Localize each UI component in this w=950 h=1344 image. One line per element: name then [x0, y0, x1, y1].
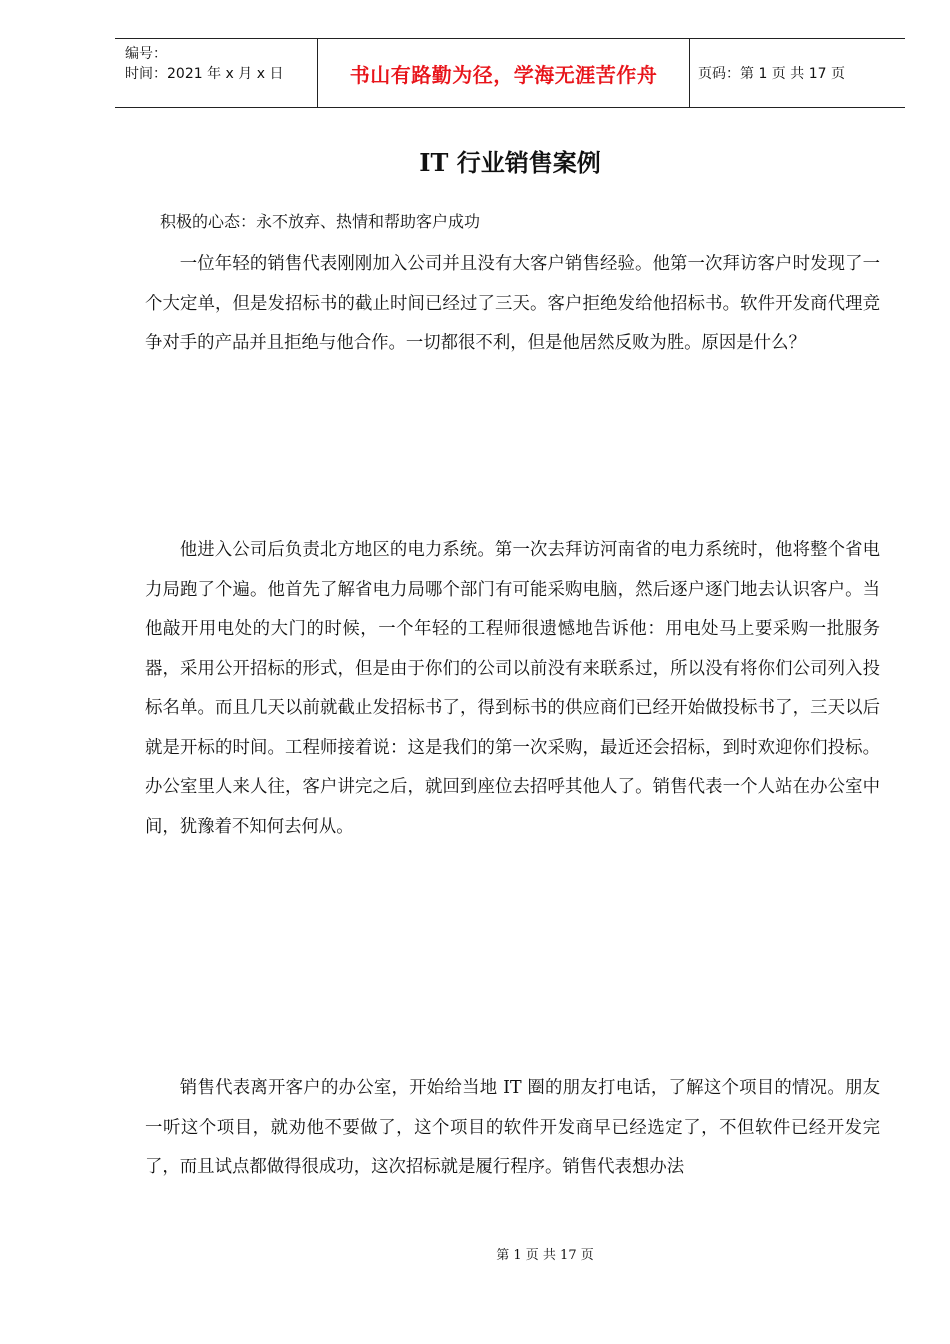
- paragraph: 销售代表离开客户的办公室，开始给当地 IT 圈的朋友打电话，了解这个项目的情况。朋友一听这个项目，就劝他不要做了，这个项目的软件开发商早已经选定了，不但软件已经开发完了，而且试点都做得很成功，这次招标就是履行程序。销售代表想办法: [145, 1078, 880, 1177]
- paragraph: 他进入公司后负责北方地区的电力系统。第一次去拜访河南省的电力系统时，他将整个省电力局跑了个遍。他首先了解省电力局哪个部门有可能采购电脑，然后逐户逐门地去认识客户。当他敲开用电处的大门的时候，一个年轻的工程师很遗憾地告诉他：用电处马上要采购一批服务器，采用公开招标的形式，但是由于你们的公司以前没有来联系过，所以没有将你们公司列入投标名单。而且几天以前就截止发招标书了，得到标书的供应商们已经开始做投标书了，三天以后就是开标的时间。工程师接着说：这是我们的第一次采购，最近还会招标，到时欢迎你们投标。办公室里人来人往，客户讲完之后，就回到座位去招呼其他人了。销售代表一个人站在办公室中间，犹豫着不知何去何从。: [145, 540, 880, 837]
- header-motto-cell: [317, 39, 690, 107]
- document-number-label: 编号：: [125, 46, 167, 62]
- document-title: IT 行业销售案例: [419, 148, 601, 177]
- header-motto: 书山有路勤为径，学海无涯苦作舟: [349, 62, 658, 87]
- header-page-cell: [690, 39, 905, 107]
- page-footer: 第 1 页 共 17 页: [496, 1248, 594, 1263]
- document-time-label: 时间：2021 年 x 月 x 日: [125, 66, 284, 82]
- header-page-info: 页码：第 1 页 共 17 页: [698, 66, 845, 82]
- paragraph: 一位年轻的销售代表刚刚加入公司并且没有大客户销售经验。他第一次拜访客户时发现了一个大定单，但是发招标书的截止时间已经过了三天。客户拒绝发给他招标书。软件开发商代理竞争对手的产品并且拒绝与他合作。一切都很不利，但是他居然反败为胜。原因是什么？: [145, 254, 880, 353]
- document-subtitle: 积极的心态：永不放弃、热情和帮助客户成功: [160, 212, 481, 231]
- page-header: [115, 38, 905, 108]
- header-meta-cell: [115, 39, 317, 107]
